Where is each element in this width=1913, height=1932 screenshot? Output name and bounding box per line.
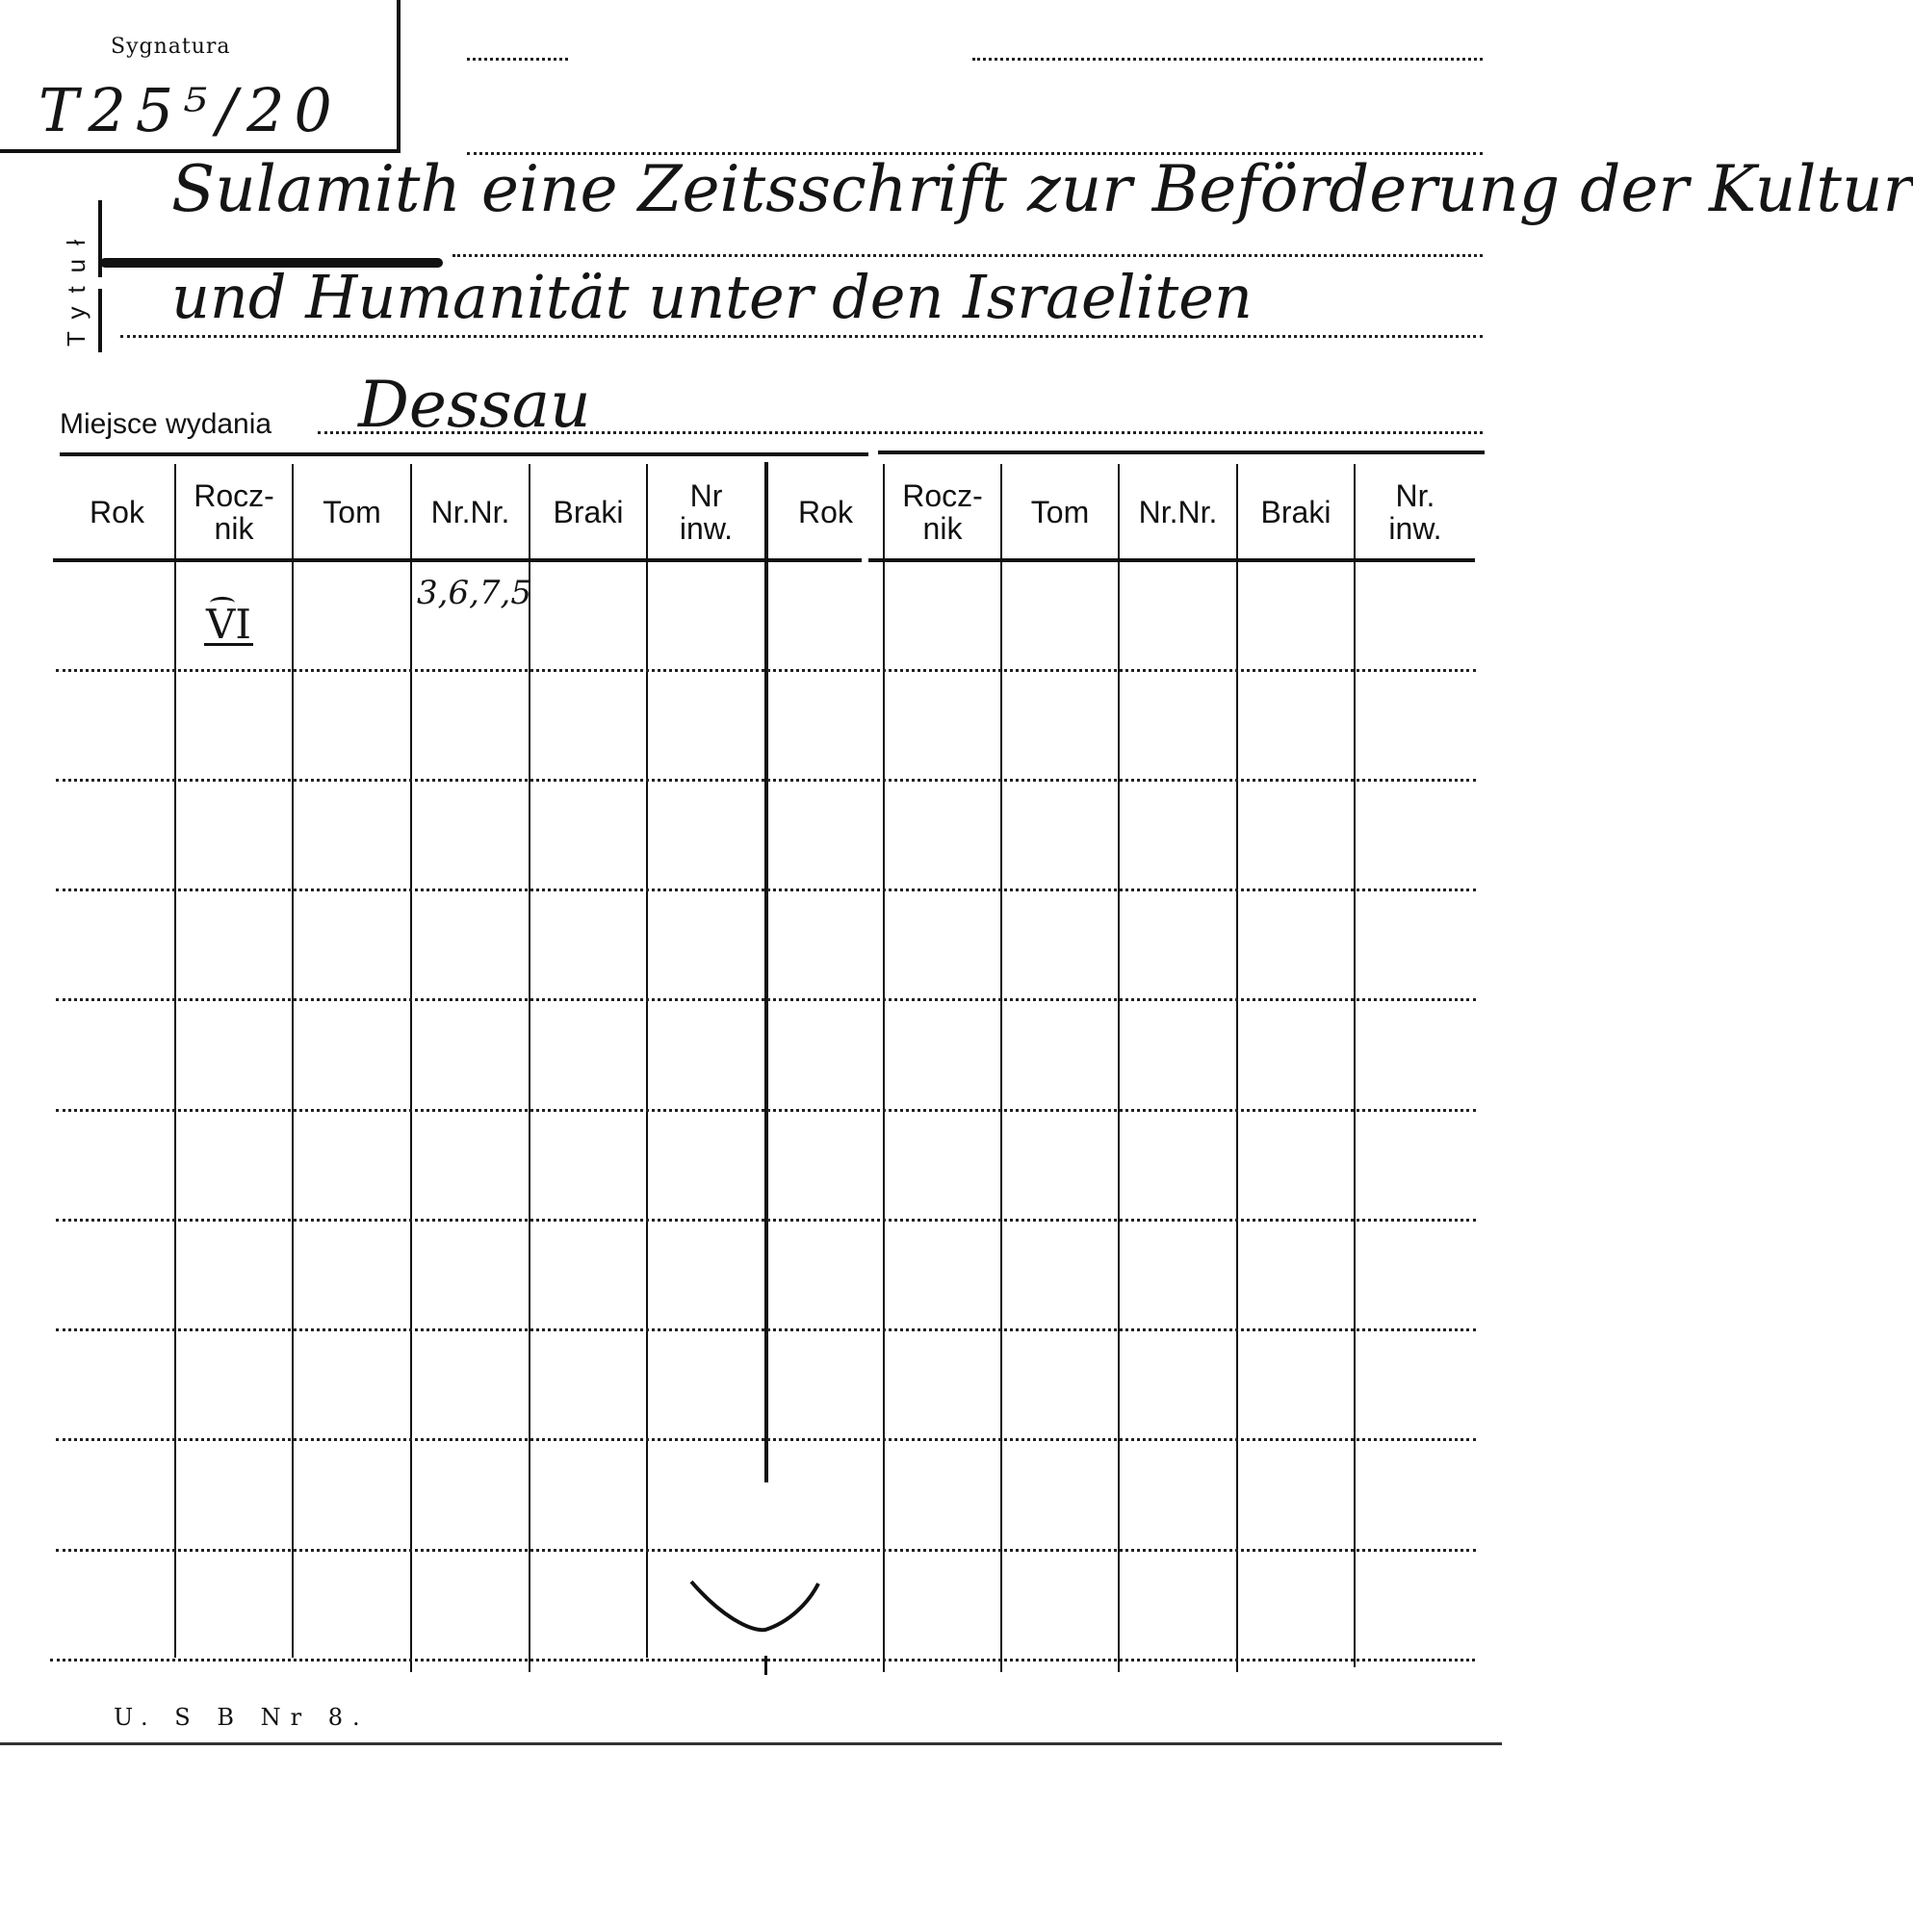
row-line: [56, 1549, 1476, 1552]
column-divider: [529, 464, 530, 1672]
header-tom-right: Tom: [1030, 495, 1090, 529]
title-line-2: und Humanität unter den Israeliten: [171, 262, 1253, 332]
column-divider: [883, 464, 885, 1672]
row-line: [56, 1438, 1476, 1441]
entry-rocznik-arc: [210, 597, 235, 609]
header-rocznik-right: Rocz- nik: [902, 478, 983, 546]
column-divider: [646, 464, 648, 1658]
entry-rocznik: VI: [206, 601, 251, 648]
header-nrinw-left: Nr inw.: [679, 478, 734, 546]
column-divider: [410, 464, 412, 1672]
header-nrnr-left: Nr.Nr.: [430, 495, 510, 529]
row-line: [56, 1109, 1476, 1112]
row-line: [56, 1219, 1476, 1222]
row-line: [56, 779, 1476, 782]
title-line2-dotted: [120, 335, 1483, 338]
row-line: [50, 1659, 1475, 1662]
header-rocznik-left: Rocz- nik: [194, 478, 274, 546]
header-braki-left: Braki: [553, 495, 624, 529]
title-line-1: Sulamith eine Zeitsschrift zur Beförderung der Kultur: [171, 152, 1913, 226]
title-bracket-lower: [98, 289, 102, 352]
header-nrnr-right: Nr.Nr.: [1138, 495, 1218, 529]
column-divider: [1000, 464, 1002, 1672]
row-line: [56, 889, 1476, 891]
place-label: Miejsce wydania: [60, 408, 272, 440]
column-divider: [174, 464, 176, 1658]
header-rok-right: Rok: [798, 495, 853, 529]
column-divider: [292, 464, 294, 1658]
form-number: U. S B Nr 8.: [114, 1704, 370, 1731]
top-dotted-line-right: [972, 58, 1483, 61]
title-label-text: Tytuł: [62, 226, 90, 347]
table-top-rule-left: [60, 452, 868, 456]
signature-label: Sygnatura: [111, 35, 231, 59]
curve-mark: [684, 1574, 828, 1641]
table-top-rule-right: [878, 451, 1485, 454]
bottom-edge-line: [0, 1742, 1502, 1745]
row-line: [56, 998, 1476, 1001]
header-tom-left: Tom: [323, 495, 381, 529]
column-divider: [1354, 464, 1356, 1667]
signature-value: T25⁵/20: [39, 75, 342, 145]
title-field-label: [54, 200, 92, 354]
place-value: Dessau: [358, 368, 591, 442]
header-rok-left: Rok: [90, 495, 144, 529]
header-braki-right: Braki: [1260, 495, 1331, 529]
column-divider: [1236, 464, 1238, 1672]
entry-nrnr: 3,6,7,5: [417, 574, 531, 612]
column-divider: [1118, 464, 1120, 1672]
row-line: [56, 1328, 1476, 1331]
title-line1-dotted: [452, 254, 1483, 257]
header-nrinw-right: Nr. inw.: [1388, 478, 1442, 546]
top-dotted-line-left: [467, 58, 568, 61]
row-line: [56, 669, 1476, 672]
